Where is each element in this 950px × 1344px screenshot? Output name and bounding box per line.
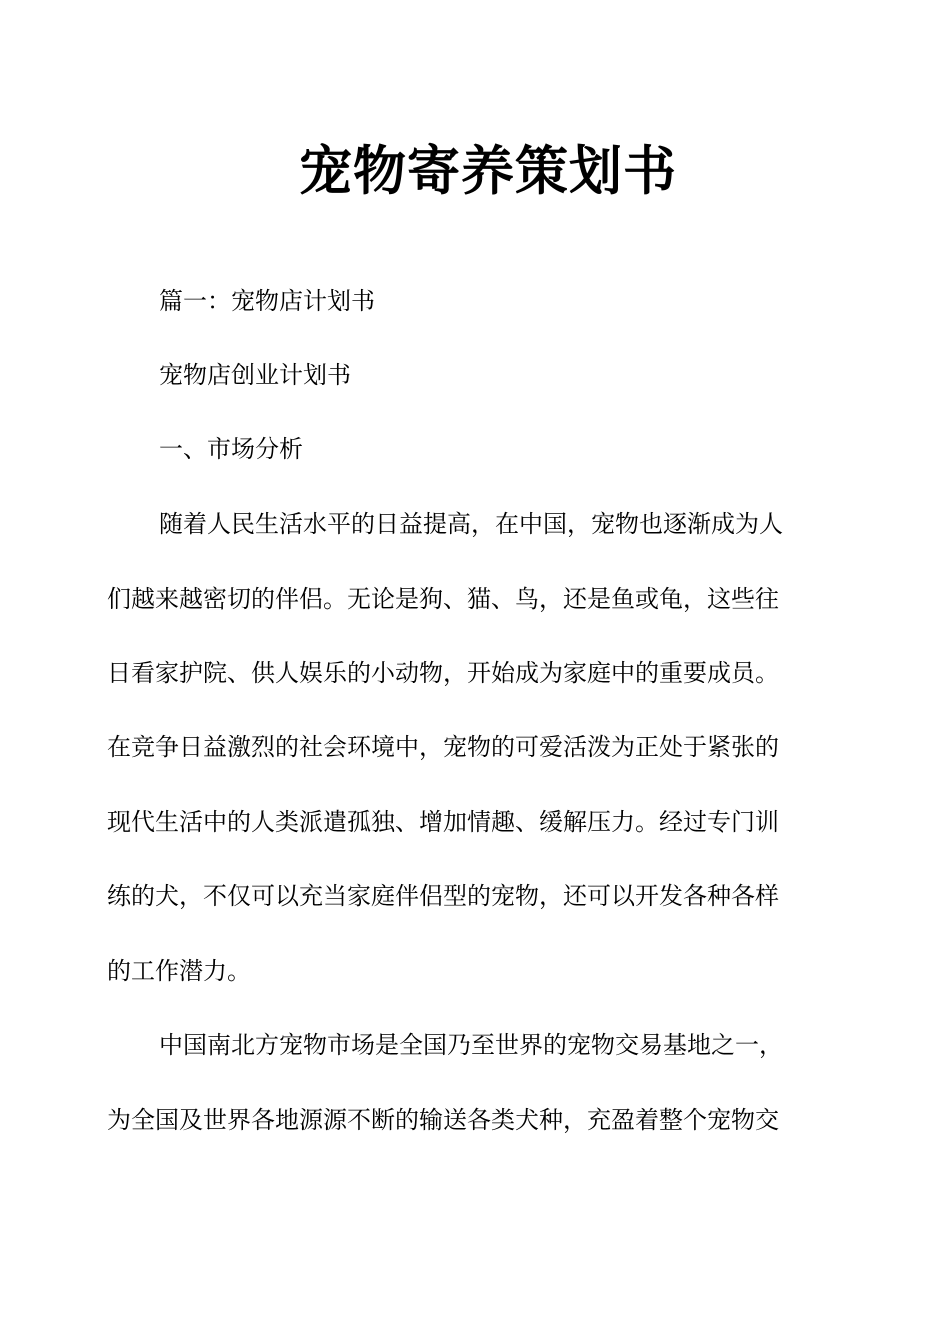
paragraph-line: 在竞争日益激烈的社会环境中，宠物的可爱活泼为正处于紧张的 — [107, 733, 779, 761]
paragraph-line: 日看家护院、供人娱乐的小动物，开始成为家庭中的重要成员。 — [107, 659, 779, 687]
section-subtitle: 宠物店创业计划书 — [159, 361, 351, 389]
paragraph-line: 的工作潜力。 — [107, 957, 251, 985]
paragraph-line: 现代生活中的人类派遣孤独、增加情趣、缓解压力。经过专门训 — [107, 808, 779, 836]
paragraph-line: 随着人民生活水平的日益提高，在中国，宠物也逐渐成为人 — [159, 510, 783, 538]
document-title: 宠物寄养策划书 — [299, 141, 677, 202]
section-heading-part-one: 篇一：宠物店计划书 — [159, 287, 375, 315]
section-heading-market-analysis: 一、市场分析 — [159, 435, 303, 463]
paragraph-line: 为全国及世界各地源源不断的输送各类犬种，充盈着整个宠物交 — [107, 1106, 779, 1134]
paragraph-line: 们越来越密切的伴侣。无论是狗、猫、鸟，还是鱼或龟，这些往 — [107, 585, 779, 613]
paragraph-line: 练的犬，不仅可以充当家庭伴侣型的宠物，还可以开发各种各样 — [107, 882, 779, 910]
paragraph-line: 中国南北方宠物市场是全国乃至世界的宠物交易基地之一， — [159, 1031, 783, 1059]
